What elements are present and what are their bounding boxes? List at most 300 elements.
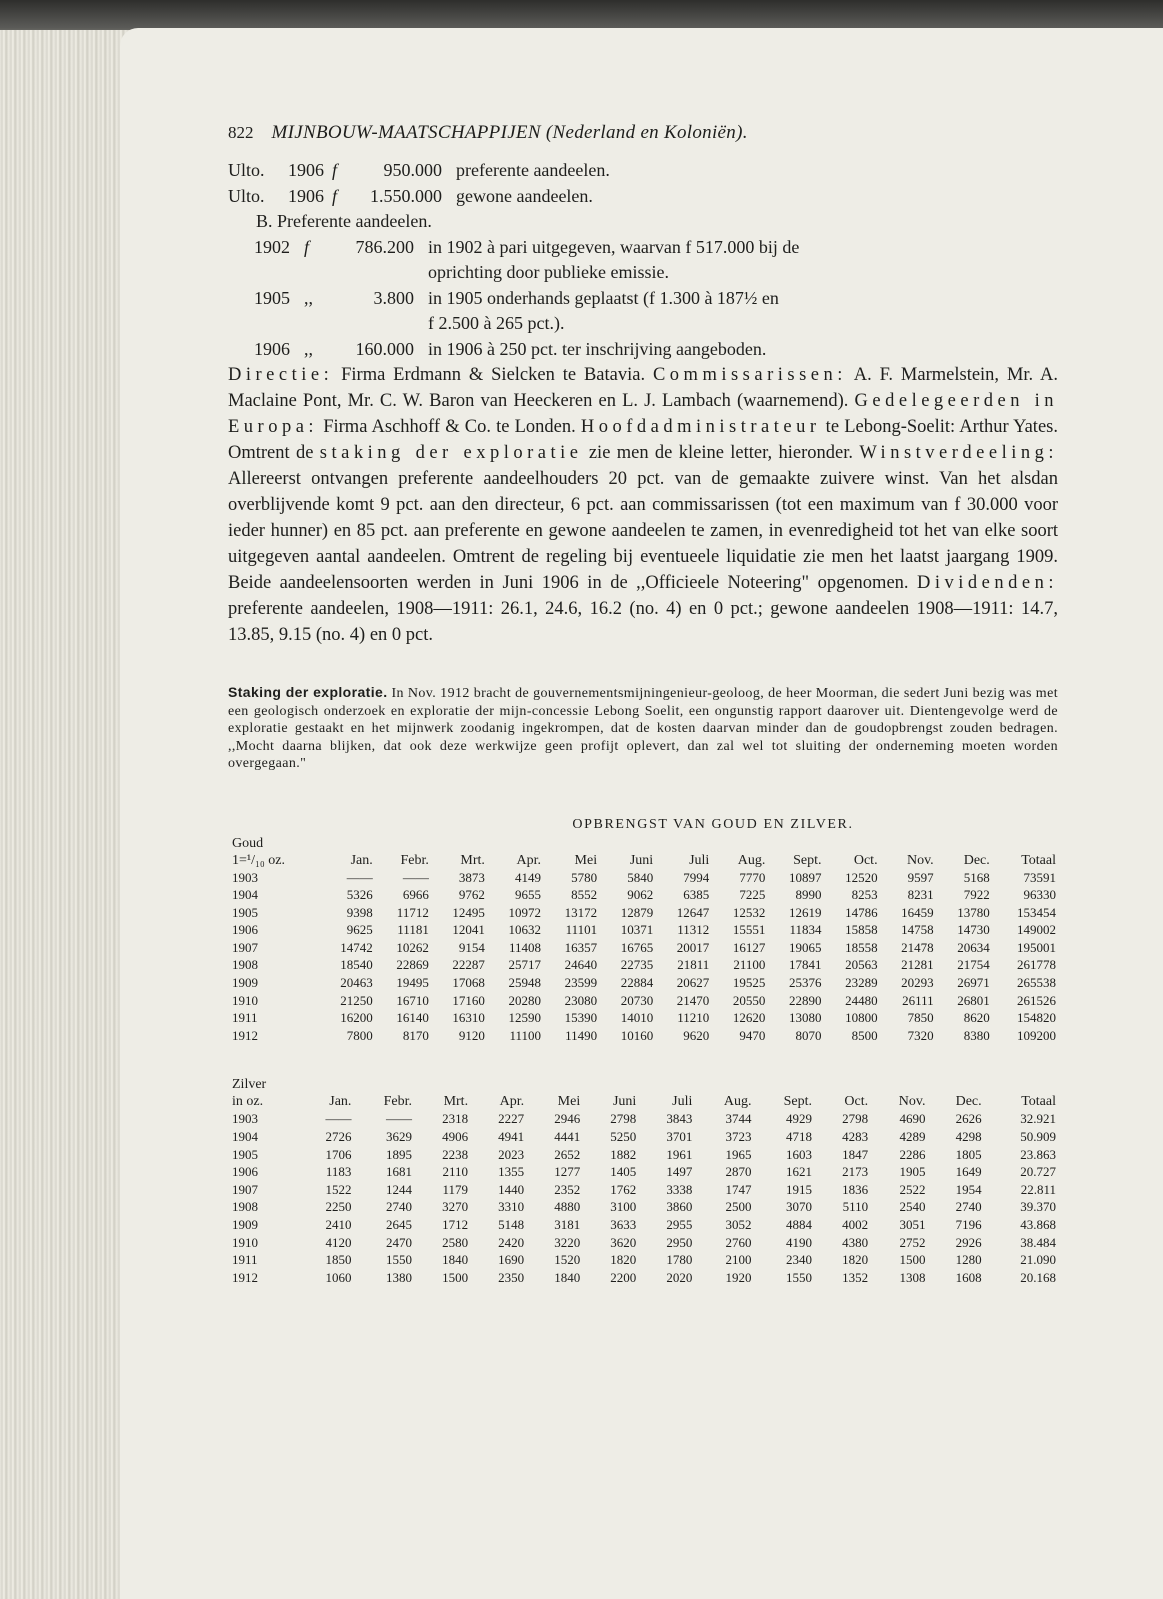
table-cell: 25376 xyxy=(788,975,822,991)
table-cell: 4441 xyxy=(554,1129,581,1145)
table-row xyxy=(228,1163,1058,1181)
table-cell: —— xyxy=(346,869,373,885)
table-cell: 24480 xyxy=(845,992,878,1008)
label-hoofdadministrateur: Hoofdadministrateur xyxy=(580,417,821,437)
table-cell: 20627 xyxy=(676,975,710,991)
row-year: 1907 xyxy=(232,1181,258,1197)
table-cell: 1603 xyxy=(786,1146,813,1162)
table-cell: 1840 xyxy=(554,1269,581,1285)
table-row xyxy=(228,886,1058,904)
table-cell: 1352 xyxy=(842,1269,869,1285)
table-row xyxy=(228,939,1058,957)
row-year: 1906 xyxy=(232,922,258,938)
gold-column-header: Jan. xyxy=(350,852,373,868)
table-cell: 1550 xyxy=(385,1252,412,1268)
gold-column-header: Mrt. xyxy=(460,852,485,868)
table-cell: 4880 xyxy=(554,1199,581,1215)
table-cell: 21281 xyxy=(901,957,934,973)
silver-column-header: Juni xyxy=(612,1094,637,1110)
table-cell: 73591 xyxy=(1023,869,1056,885)
table-cell: 12647 xyxy=(676,904,710,920)
table-cell: 5250 xyxy=(610,1129,637,1145)
table-cell: 7922 xyxy=(963,887,990,903)
row-year: 1910 xyxy=(232,1234,258,1250)
table-cell: 12532 xyxy=(732,904,766,920)
section-b-heading: B. Preferente aandeelen. xyxy=(256,211,432,231)
table-cell: 6385 xyxy=(683,887,710,903)
row-year: 1903 xyxy=(232,869,258,885)
table-cell: 2760 xyxy=(725,1234,752,1250)
table-cell: 2540 xyxy=(899,1199,926,1215)
row-year: 1905 xyxy=(232,904,258,920)
table-cell: 1850 xyxy=(325,1252,352,1268)
table-cell: 8170 xyxy=(402,1027,429,1043)
table-cell: 1649 xyxy=(955,1164,982,1180)
table-cell: 20017 xyxy=(676,939,710,955)
table-cell: 19065 xyxy=(788,939,822,955)
table-cell: 4002 xyxy=(842,1217,869,1232)
table-cell: 4906 xyxy=(442,1129,469,1145)
table-cell: 22735 xyxy=(620,957,654,973)
issue-line: 1906 ,, 160.000 in 1906 à 250 pct. ter inschrijving aangeboden. xyxy=(254,338,767,359)
table-cell: 9120 xyxy=(458,1027,485,1043)
table-cell: 1522 xyxy=(325,1181,352,1197)
table-cell: 15551 xyxy=(732,922,766,938)
row-year: 1911 xyxy=(232,1252,258,1268)
silver-column-header: Apr. xyxy=(499,1094,525,1110)
table-cell: 4289 xyxy=(899,1129,926,1145)
table-cell: 1915 xyxy=(786,1181,813,1197)
table-cell: 2227 xyxy=(498,1111,525,1127)
table-cell: 5840 xyxy=(627,869,654,885)
silver-unit-sub: in oz. xyxy=(232,1094,264,1110)
silver-column-header: Nov. xyxy=(898,1094,926,1110)
table-cell: 10371 xyxy=(620,922,654,938)
row-year: 1908 xyxy=(232,1199,258,1215)
table-cell: 2173 xyxy=(842,1164,869,1180)
table-cell: 3860 xyxy=(666,1199,693,1215)
silver-column-header: Mrt. xyxy=(443,1094,469,1110)
table-cell: 2020 xyxy=(666,1269,693,1285)
table-cell: 9062 xyxy=(627,887,654,903)
table-cell: 20.727 xyxy=(1020,1164,1056,1180)
silver-column-header: Juli xyxy=(672,1094,693,1110)
table-cell: 5780 xyxy=(571,869,598,885)
table-cell: —— xyxy=(385,1111,412,1127)
table-cell: 9625 xyxy=(346,922,373,938)
table-cell: 9655 xyxy=(515,887,542,903)
table-cell: 21250 xyxy=(340,992,373,1008)
table-cell: 1520 xyxy=(554,1252,581,1268)
table-cell: 4283 xyxy=(842,1129,869,1145)
table-cell: 11101 xyxy=(565,922,598,938)
table-cell: 1762 xyxy=(610,1181,637,1197)
table-cell: 20730 xyxy=(620,992,654,1008)
table-cell: 1308 xyxy=(899,1269,926,1285)
row-year: 1905 xyxy=(232,1146,258,1162)
label-staking: staking der exploratie xyxy=(319,443,583,463)
table-cell: 38.484 xyxy=(1020,1234,1056,1250)
row-year: 1907 xyxy=(232,939,258,955)
table-cell: 2420 xyxy=(498,1234,525,1250)
table-cell: 1747 xyxy=(725,1181,752,1197)
table-row xyxy=(228,1009,1058,1027)
gold-unit-row xyxy=(228,835,1058,852)
page-header xyxy=(228,122,1058,144)
table-cell: 5148 xyxy=(498,1217,525,1232)
table-cell: 4149 xyxy=(515,869,542,885)
table-cell: 4929 xyxy=(786,1111,813,1127)
table-cell: 12619 xyxy=(788,904,822,920)
table-cell: 109200 xyxy=(1017,1027,1056,1043)
gold-column-header: Dec. xyxy=(963,852,990,868)
table-cell: 7225 xyxy=(739,887,766,903)
table-cell: 16710 xyxy=(396,992,429,1008)
table-cell: 10972 xyxy=(508,904,542,920)
table-cell: 2250 xyxy=(325,1199,352,1215)
table-cell: 7196 xyxy=(955,1217,982,1232)
row-year: 1904 xyxy=(232,1129,258,1145)
table-cell: 13172 xyxy=(564,904,598,920)
table-cell: 20550 xyxy=(732,992,766,1008)
table-cell: 1183 xyxy=(325,1164,352,1180)
table-cell: 2740 xyxy=(955,1199,982,1215)
table-cell: 10632 xyxy=(508,922,542,938)
table-cell: 17160 xyxy=(452,992,485,1008)
table-cell: 8500 xyxy=(851,1027,878,1043)
table-cell: 22.811 xyxy=(1020,1181,1056,1197)
table-cell: 11210 xyxy=(677,1010,710,1026)
table-cell: 22884 xyxy=(620,975,654,991)
table-cell: 20293 xyxy=(901,975,934,991)
table-cell: 1961 xyxy=(666,1146,693,1162)
table-row xyxy=(228,1146,1058,1164)
table-cell: 1905 xyxy=(899,1164,926,1180)
table-cell: 5168 xyxy=(963,869,990,885)
table-cell: 11100 xyxy=(509,1027,542,1043)
table-cell: 10160 xyxy=(620,1027,654,1043)
table-cell: 17841 xyxy=(788,957,822,973)
gold-unit-label: Goud xyxy=(232,835,264,851)
table-cell: 1608 xyxy=(955,1269,982,1285)
table-cell: 2726 xyxy=(325,1129,352,1145)
table-cell: 1681 xyxy=(385,1164,412,1180)
table-cell: 20463 xyxy=(340,975,373,991)
table-cell: 2798 xyxy=(842,1111,869,1127)
table-cell: 2946 xyxy=(554,1111,581,1127)
table-cell: —— xyxy=(402,869,429,885)
table-cell: 1405 xyxy=(610,1164,637,1180)
table-row xyxy=(228,1181,1058,1199)
table-cell: 12590 xyxy=(508,1010,542,1026)
note-heading: Staking der exploratie. xyxy=(228,684,388,700)
table-cell: 195001 xyxy=(1017,939,1056,955)
table-cell: 3744 xyxy=(725,1111,752,1127)
table-cell: 1179 xyxy=(442,1181,469,1197)
table-cell: 2580 xyxy=(442,1234,469,1250)
silver-column-header: Sept. xyxy=(783,1094,813,1110)
table-cell: 2798 xyxy=(610,1111,637,1127)
table-cell: 149002 xyxy=(1017,922,1056,938)
table-row xyxy=(228,992,1058,1010)
label-directie: Directie: xyxy=(228,365,334,385)
table-cell: 13080 xyxy=(788,1010,822,1026)
table-cell: 17068 xyxy=(452,975,485,991)
table-cell: 39.370 xyxy=(1020,1199,1056,1215)
table-cell: 1895 xyxy=(385,1146,412,1162)
table-cell: 2752 xyxy=(899,1234,926,1250)
table-cell: 10897 xyxy=(788,869,822,885)
table-cell: 4380 xyxy=(842,1234,869,1250)
table-cell: 3270 xyxy=(442,1199,469,1215)
label-gedelegeerden: Gedelegeerden in Europa: xyxy=(228,391,1058,437)
silver-column-header: Oct. xyxy=(844,1094,869,1110)
table-cell: 3100 xyxy=(610,1199,637,1215)
capital-line: Ulto. 1906 f 950.000 preferente aandeelen. xyxy=(228,160,610,180)
table-row xyxy=(228,1251,1058,1269)
table-cell: 1820 xyxy=(610,1252,637,1268)
table-cell: 11181 xyxy=(397,922,429,938)
table-cell: 19495 xyxy=(396,975,429,991)
table-cell: 14786 xyxy=(845,904,878,920)
row-year: 1911 xyxy=(232,1010,258,1026)
table-cell: 2652 xyxy=(554,1146,581,1162)
table-cell: 7800 xyxy=(346,1027,373,1043)
table-cell: 18540 xyxy=(340,957,373,973)
table-row xyxy=(228,1128,1058,1146)
table-cell: 1780 xyxy=(666,1252,693,1268)
table-cell: 21478 xyxy=(901,939,934,955)
table-cell: 8990 xyxy=(795,887,822,903)
table-cell: 5110 xyxy=(842,1199,869,1215)
table-cell: 7320 xyxy=(907,1027,934,1043)
table-cell: 13780 xyxy=(957,904,990,920)
table-row xyxy=(228,956,1058,974)
table-row xyxy=(228,974,1058,992)
table-cell: 16310 xyxy=(452,1010,485,1026)
page-number: 822 xyxy=(228,123,254,142)
table-cell: 21100 xyxy=(733,957,766,973)
row-year: 1910 xyxy=(232,992,258,1008)
table-cell: 1500 xyxy=(442,1269,469,1285)
table-row xyxy=(228,1216,1058,1234)
silver-column-header: Totaal xyxy=(1021,1094,1056,1110)
table-cell: 2340 xyxy=(786,1252,813,1268)
table-cell: 12495 xyxy=(452,904,485,920)
gold-header-row xyxy=(228,852,1058,869)
table-cell: 1712 xyxy=(442,1217,469,1232)
table-cell: 1380 xyxy=(385,1269,412,1285)
table-cell: 9470 xyxy=(739,1027,766,1043)
table-row xyxy=(228,904,1058,922)
table-cell: 50.909 xyxy=(1020,1129,1056,1145)
table-cell: 5326 xyxy=(346,887,373,903)
table-cell: 23599 xyxy=(564,975,598,991)
gold-column-header: Oct. xyxy=(853,852,878,868)
silver-table-body xyxy=(228,1110,1058,1286)
table-cell: 23289 xyxy=(845,975,878,991)
table-cell: 1277 xyxy=(554,1164,581,1180)
table-cell: 11834 xyxy=(789,922,822,938)
table-cell: 1820 xyxy=(842,1252,869,1268)
table-cell: 2350 xyxy=(498,1269,525,1285)
table-cell: 25948 xyxy=(508,975,542,991)
row-year: 1912 xyxy=(232,1027,258,1043)
table-cell: 1840 xyxy=(442,1252,469,1268)
table-cell: 1500 xyxy=(899,1252,926,1268)
gold-table-body xyxy=(228,869,1058,1045)
table-cell: 11490 xyxy=(565,1027,598,1043)
table-row xyxy=(228,1110,1058,1128)
table-cell: 2100 xyxy=(725,1252,752,1268)
table-cell: 20634 xyxy=(957,939,990,955)
table-cell: 9398 xyxy=(346,904,373,920)
gold-column-header: Mei xyxy=(574,852,598,868)
table-cell: 26971 xyxy=(957,975,990,991)
table-cell: 1706 xyxy=(325,1146,352,1162)
silver-unit-label: Zilver xyxy=(232,1077,267,1093)
silver-column-header: Jan. xyxy=(329,1094,352,1110)
table-cell: 22287 xyxy=(452,957,485,973)
table-cell: 1060 xyxy=(325,1269,352,1285)
gold-column-header: Aug. xyxy=(737,852,766,868)
table-cell: 6966 xyxy=(402,887,429,903)
gold-column-header: Febr. xyxy=(400,852,429,868)
silver-column-header: Aug. xyxy=(723,1094,752,1110)
table-cell: 2870 xyxy=(725,1164,752,1180)
table-cell: 22869 xyxy=(396,957,429,973)
row-year: 1908 xyxy=(232,957,258,973)
table-row xyxy=(228,1027,1058,1045)
main-paragraph: Directie: Firma Erdmann & Sielcken te Batavia. Commissarissen: A. F. Marmelstein, Mr. A. Maclaine Pont, Mr. C. W. Baron van Heeckeren en L. J. Lambach (waarnemend). Gedelegeerden in Europa: Firma Aschhoff & Co. te Londen. Hoofdadministrateur te Lebong-Soelit: Arthur Yates. Omtrent de staking der exploratie zie men de kleine letter, hieronder. Winstverdeeling: Allereerst ontvangen preferente aandeelhouders 20 pct. van de gemaakte zuivere winst. Van het alsdan overblijvende komt 9 pct. aan den directeur, 6 pct. aan commissarissen (tot een maximum van f 30.000 voor ieder hunner) en 85 pct. aan preferente en gewone aandeelen te zamen, in evenredigheid tot het van elke soort uitgegeven aantal aandeelen. Omtrent de regeling bij eventueele liquidatie zie men het laatst jaargang 1909. Beide aandeelensoorten werden in Juni 1906 in de ,,Officieele Noteering" opgenomen. Dividenden: preferente aandeelen, 1908—1911: 26.1, 24.6, 16.2 (no. 4) en 0 pct.; gewone aandeelen 1908—1911: 14.7, 13.85, 9.15 (no. 4) en 0 pct. xyxy=(228,365,1059,645)
table-cell: 15858 xyxy=(845,922,878,938)
table-cell: 3723 xyxy=(725,1129,752,1145)
running-title: MIJNBOUW-MAATSCHAPPIJEN (Nederland en Koloniën). xyxy=(271,122,748,143)
issue-line: 1905 ,, 3.800 in 1905 onderhands geplaatst (f 1.300 à 187½ en xyxy=(254,287,779,308)
table-cell: 261526 xyxy=(1017,992,1056,1008)
capital-line: Ulto. 1906 f 1.550.000 gewone aandeelen. xyxy=(228,185,593,206)
table-cell: 15390 xyxy=(564,1010,598,1026)
gold-column-header: Juni xyxy=(629,852,654,868)
label-commissarissen: Commissarissen: xyxy=(652,365,847,385)
table-title: OPBRENGST VAN GOUD EN ZILVER. xyxy=(572,816,854,832)
table-cell: 9762 xyxy=(458,887,485,903)
table-cell: 1550 xyxy=(786,1269,813,1285)
table-cell: 11408 xyxy=(508,939,542,955)
table-cell: 20.168 xyxy=(1020,1269,1056,1285)
table-cell: 12879 xyxy=(620,904,654,920)
table-cell: 19525 xyxy=(732,975,766,991)
table-cell: 18558 xyxy=(845,939,878,955)
silver-column-header: Febr. xyxy=(383,1094,412,1110)
table-cell: 3052 xyxy=(725,1217,752,1232)
gold-unit-sub: 1=¹/₁₀ oz. xyxy=(232,852,285,868)
table-cell: 2740 xyxy=(385,1199,412,1215)
table-cell: 8620 xyxy=(963,1010,990,1026)
table-cell: 10800 xyxy=(845,1010,878,1026)
table-cell: 153454 xyxy=(1017,904,1056,920)
silver-header-row xyxy=(228,1093,1058,1110)
table-cell: 3843 xyxy=(666,1111,693,1127)
table-cell: 43.868 xyxy=(1020,1217,1056,1232)
table-cell: 4120 xyxy=(325,1234,352,1250)
table-cell: 154820 xyxy=(1017,1010,1056,1026)
table-cell: 2500 xyxy=(725,1199,752,1215)
book-page-edges xyxy=(0,30,135,1599)
table-row xyxy=(228,1269,1058,1287)
small-print-note xyxy=(228,684,1058,773)
table-cell: 8380 xyxy=(963,1027,990,1043)
table-cell: —— xyxy=(325,1111,352,1127)
table-cell: 10262 xyxy=(396,939,429,955)
table-cell: 1690 xyxy=(498,1252,525,1268)
table-cell: 20563 xyxy=(845,957,878,973)
row-year: 1904 xyxy=(232,887,258,903)
table-cell: 4884 xyxy=(786,1217,813,1232)
table-cell: 7770 xyxy=(739,869,766,885)
table-cell: 4690 xyxy=(899,1111,926,1127)
row-year: 1909 xyxy=(232,1217,258,1232)
silver-table xyxy=(228,1076,1058,1286)
table-cell: 96330 xyxy=(1023,887,1056,903)
table-cell: 1440 xyxy=(498,1181,525,1197)
table-cell: 4190 xyxy=(786,1234,813,1250)
table-cell: 261778 xyxy=(1017,957,1056,973)
table-cell: 1882 xyxy=(610,1146,637,1162)
table-cell: 2955 xyxy=(666,1217,693,1232)
row-year: 1909 xyxy=(232,975,258,991)
table-cell: 2352 xyxy=(554,1181,581,1197)
gold-column-header: Apr. xyxy=(516,852,542,868)
table-cell: 26111 xyxy=(902,992,934,1008)
table-cell: 4298 xyxy=(955,1129,982,1145)
table-cell: 16357 xyxy=(564,939,598,955)
table-cell: 2522 xyxy=(899,1181,926,1197)
table-cell: 1847 xyxy=(842,1146,869,1162)
table-cell: 16765 xyxy=(620,939,654,955)
gold-column-header: Nov. xyxy=(906,852,934,868)
table-cell: 14010 xyxy=(620,1010,654,1026)
table-cell: 2470 xyxy=(385,1234,412,1250)
table-cell: 3620 xyxy=(610,1234,637,1250)
table-cell: 11712 xyxy=(396,904,429,920)
table-cell: 3310 xyxy=(498,1199,525,1215)
table-cell: 9154 xyxy=(458,939,485,955)
note-text: In Nov. 1912 bracht de gouvernementsmijningenieur-geoloog, de heer Moorman, die sedert Juni bezig was met een geologisch onderzoek en exploratie der mijn-concessie Lebong Soelit, een ongunstig rapport daarover uit. Dientengevolge werd de exploratie gestaakt en het mijnwerk zoodanig ingekrompen, dat de kosten daarvan minder dan de goudopbrengst zouden bedragen. ,,Mocht daarna blijken, dat ook deze werkwijze geen profijt oplevert, dan zal wel tot sluiting der onderneming moeten worden overgegaan." xyxy=(228,686,1059,771)
table-cell: 2238 xyxy=(442,1146,469,1162)
table-cell: 16140 xyxy=(396,1010,429,1026)
table-cell: 265538 xyxy=(1017,975,1056,991)
table-cell: 23080 xyxy=(564,992,598,1008)
table-cell: 2200 xyxy=(610,1269,637,1285)
table-cell: 20280 xyxy=(508,992,542,1008)
gold-column-header: Totaal xyxy=(1021,852,1056,868)
table-cell: 23.863 xyxy=(1020,1146,1056,1162)
table-cell: 3051 xyxy=(899,1217,926,1232)
table-cell: 2410 xyxy=(325,1217,352,1232)
issue-line-cont: f 2.500 à 265 pct.). xyxy=(428,313,565,333)
table-cell: 11312 xyxy=(677,922,710,938)
table-cell: 22890 xyxy=(788,992,822,1008)
table-cell: 1805 xyxy=(955,1146,982,1162)
page-content xyxy=(228,122,1058,1286)
table-cell: 1280 xyxy=(955,1252,982,1268)
silver-unit-row xyxy=(228,1076,1058,1093)
table-cell: 26801 xyxy=(957,992,990,1008)
label-dividenden: Dividenden: xyxy=(917,573,1058,593)
issue-line-cont: oprichting door publieke emissie. xyxy=(428,262,669,282)
table-cell: 8231 xyxy=(907,887,934,903)
